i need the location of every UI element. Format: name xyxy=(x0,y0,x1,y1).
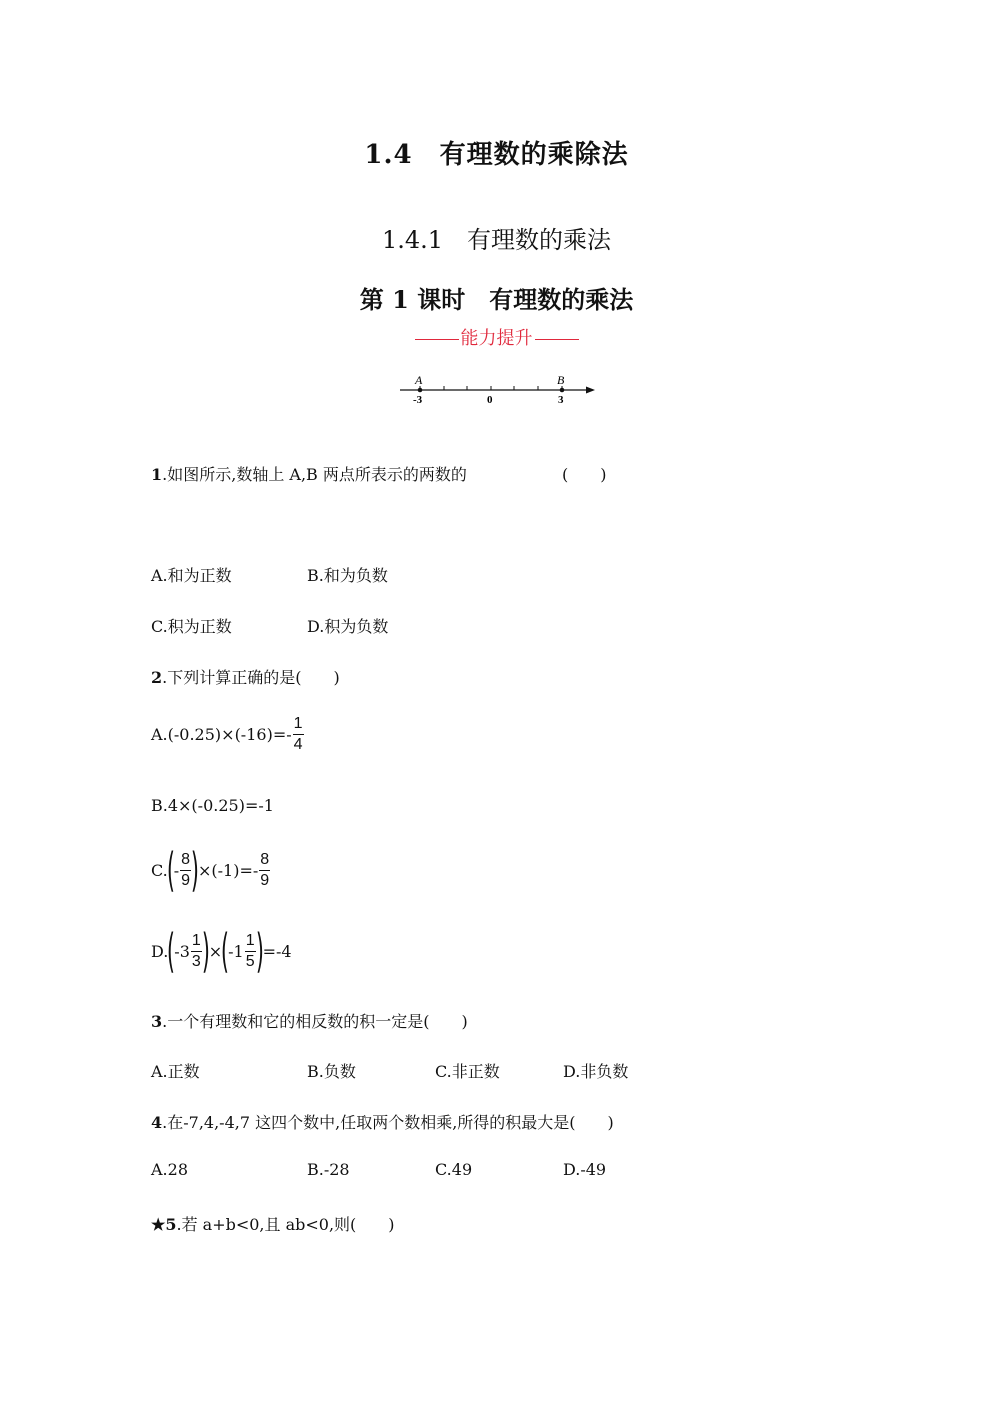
q2-option-d[interactable] xyxy=(151,924,292,978)
chapter-title: 1.4 有理数的乘除法 xyxy=(364,140,629,170)
left-paren: ( xyxy=(166,843,175,897)
q1-option-b[interactable]: B.和为负数 xyxy=(307,566,388,585)
lesson-title: 第 1 课时 有理数的乘法 xyxy=(359,285,634,314)
question-4-number: 4 xyxy=(151,1113,163,1132)
fraction-denominator: 4 xyxy=(293,736,303,753)
point-a-dot xyxy=(418,388,423,393)
question-5-stem xyxy=(151,1212,395,1235)
fraction-numerator: 1 xyxy=(191,933,202,952)
right-paren: ) xyxy=(190,843,200,897)
q2-option-b[interactable]: B.4×(-0.25)=-1 xyxy=(151,796,274,815)
q2-option-d-fraction-2 xyxy=(245,933,256,970)
q4-option-b[interactable]: B.-28 xyxy=(307,1160,350,1179)
section-label-text: 能力提升 xyxy=(460,328,533,349)
question-1-number: 1 xyxy=(151,465,163,484)
q2-option-a[interactable] xyxy=(151,716,305,753)
question-2-text: .下列计算正确的是( ) xyxy=(162,668,340,687)
q1-option-c[interactable]: C.积为正数 xyxy=(151,617,232,636)
question-4-text: .在-7,4,-4,7 这四个数中,任取两个数相乘,所得的积最大是( ) xyxy=(162,1113,614,1132)
fraction-numerator: 8 xyxy=(259,852,270,871)
q2-option-c-label: C. xyxy=(151,860,168,880)
q3-option-d[interactable]: D.非负数 xyxy=(563,1062,629,1081)
section-rule-left xyxy=(415,339,459,340)
fraction-denominator: 9 xyxy=(181,871,191,889)
fraction-denominator: 9 xyxy=(260,871,270,889)
q3-option-b[interactable]: B.负数 xyxy=(307,1062,356,1081)
question-5-number: ★5 xyxy=(151,1215,177,1234)
section-label xyxy=(0,324,993,350)
q2-option-d-label: D. xyxy=(151,941,169,961)
question-3-number: 3 xyxy=(151,1012,163,1031)
number-line-arrow xyxy=(586,387,595,394)
question-2-stem xyxy=(151,665,340,688)
question-3-stem xyxy=(151,1009,468,1032)
number-line-figure xyxy=(395,370,600,410)
tick-label-3: 3 xyxy=(558,394,564,406)
section-title: 1.4.1 有理数的乘法 xyxy=(381,226,612,254)
q4-option-c[interactable]: C.49 xyxy=(435,1160,473,1179)
q1-option-a[interactable]: A.和为正数 xyxy=(151,566,232,585)
right-paren: ) xyxy=(201,924,210,978)
question-5-text: .若 a+b<0,且 ab<0,则( ) xyxy=(176,1215,395,1234)
q2-option-c[interactable] xyxy=(151,843,271,897)
q2-option-c-result-fraction xyxy=(259,852,270,889)
q2-option-d-result: =-4 xyxy=(262,941,292,961)
q3-option-c[interactable]: C.非正数 xyxy=(435,1062,500,1081)
q2-option-c-inner-sign: - xyxy=(173,860,180,880)
fraction-denominator: 3 xyxy=(191,952,201,970)
fraction-denominator: 5 xyxy=(245,952,255,970)
times-sign: × xyxy=(208,941,223,961)
fraction-numerator: 1 xyxy=(293,716,304,735)
question-1-answer-paren: ( ) xyxy=(562,465,607,484)
q3-option-a[interactable]: A.正数 xyxy=(151,1062,200,1081)
tick-label-zero: 0 xyxy=(487,394,493,406)
q2-option-d-fraction-1 xyxy=(191,933,202,970)
number-line-ticks xyxy=(420,386,562,390)
q2-option-c-inner-fraction xyxy=(180,852,191,889)
point-b-dot xyxy=(560,388,565,393)
point-b-label: B xyxy=(557,373,565,387)
question-1-stem xyxy=(151,462,467,485)
tick-label-neg3: -3 xyxy=(413,394,423,406)
q2-option-d-whole-2: -1 xyxy=(228,941,244,961)
question-4-stem xyxy=(151,1110,614,1133)
q2-option-c-mid: ×(-1)=- xyxy=(197,860,259,880)
fraction-numerator: 1 xyxy=(245,933,256,952)
section-rule-right xyxy=(535,339,579,340)
q2-option-d-whole-1: -3 xyxy=(174,941,190,961)
q1-option-d[interactable]: D.积为负数 xyxy=(307,617,389,636)
q4-option-d[interactable]: D.-49 xyxy=(563,1160,607,1179)
question-1-text: .如图所示,数轴上 A,B 两点所表示的两数的 xyxy=(162,465,467,484)
question-3-text: .一个有理数和它的相反数的积一定是( ) xyxy=(162,1012,468,1031)
left-paren: ( xyxy=(167,924,176,978)
left-paren: ( xyxy=(221,924,230,978)
question-2-number: 2 xyxy=(151,668,163,687)
q2-option-a-text: A.(-0.25)×(-16)=- xyxy=(151,725,292,744)
point-a-label: A xyxy=(415,373,423,387)
fraction-numerator: 8 xyxy=(180,852,191,871)
q2-option-a-fraction xyxy=(293,716,304,753)
right-paren: ) xyxy=(255,924,264,978)
q4-option-a[interactable]: A.28 xyxy=(151,1160,188,1179)
